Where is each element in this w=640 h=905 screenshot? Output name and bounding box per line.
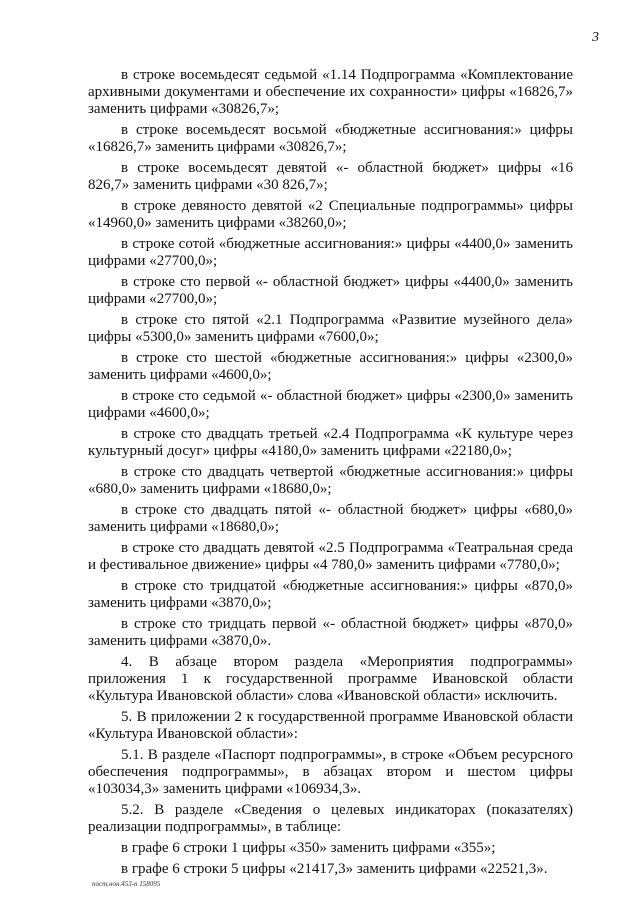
paragraph: в строке восемьдесят девятой «- областной бюджет» цифры «16 826,7» заменить цифрами «30 826,7»; <box>88 160 573 193</box>
paragraph: в строке сотой «бюджетные ассигнования:» цифры «4400,0» заменить цифрами «27700,0»; <box>88 236 573 269</box>
paragraph: в строке сто пятой «2.1 Подпрограмма «Развитие музейного дела» цифры «5300,0» заменить цифрами «7600,0»; <box>88 312 573 345</box>
paragraph: в графе 6 строки 5 цифры «21417,3» заменить цифрами «22521,3». <box>121 861 548 877</box>
page-number: 3 <box>592 30 599 45</box>
paragraph: 5.1. В разделе «Паспорт подпрограммы», в строке «Объем ресурсного обеспечения подпрограммы», в абзацах втором и шестом цифры «103034,3» заменить цифрами «106934,3». <box>88 747 573 797</box>
paragraph: в строке сто тридцатой «бюджетные ассигнования:» цифры «870,0» заменить цифрами «3870,0»; <box>88 578 573 611</box>
paragraph: в строке сто тридцать первой «- областной бюджет» цифры «870,0» заменить цифрами «3870,0». <box>88 616 573 649</box>
paragraph: 5.2. В разделе «Сведения о целевых индикаторах (показателях) реализации подпрограммы», в таблице: <box>88 802 573 835</box>
document-footer-code: пост.нон.453-п 158095 <box>92 880 161 888</box>
paragraph: в графе 6 строки 1 цифры «350» заменить цифрами «355»; <box>121 840 496 856</box>
paragraph: 5. В приложении 2 к государственной программе Ивановской области «Культура Ивановской области»: <box>88 709 573 742</box>
paragraph: в строке девяносто девятой «2 Специальные подпрограммы» цифры «14960,0» заменить цифрами «38260,0»; <box>88 198 573 231</box>
paragraph: в строке сто двадцать четвертой «бюджетные ассигнования:» цифры «680,0» заменить цифрами «18680,0»; <box>88 464 573 497</box>
paragraph: 4. В абзаце втором раздела «Мероприятия подпрограммы» приложения 1 к государственной программе Ивановской области «Культура Ивановской области» слова «Ивановской области» исключить. <box>88 654 573 704</box>
paragraph: в строке сто первой «- областной бюджет» цифры «4400,0» заменить цифрами «27700,0»; <box>88 274 573 307</box>
paragraph: в строке сто шестой «бюджетные ассигнования:» цифры «2300,0» заменить цифрами «4600,0»; <box>88 350 573 383</box>
paragraph: в строке сто седьмой «- областной бюджет» цифры «2300,0» заменить цифрами «4600,0»; <box>88 388 573 421</box>
paragraph: в строке сто двадцать третьей «2.4 Подпрограмма «К культуре через культурный досуг» цифры «4180,0» заменить цифрами «22180,0»; <box>88 426 573 459</box>
paragraph: в строке восемьдесят седьмой «1.14 Подпрограмма «Комплектование архивными документами и обеспечение их сохранности» цифры «16826,7» заменить цифрами «30826,7»; <box>88 67 573 117</box>
paragraph: в строке сто двадцать девятой «2.5 Подпрограмма «Театральная среда и фестивальное движение» цифры «4 780,0» заменить цифрами «7780,0»; <box>88 540 573 573</box>
document-body <box>88 67 573 882</box>
paragraph: в строке сто двадцать пятой «- областной бюджет» цифры «680,0» заменить цифрами «18680,0»; <box>88 502 573 535</box>
paragraph: в строке восемьдесят восьмой «бюджетные ассигнования:» цифры «16826,7» заменить цифрами «30826,7»; <box>88 122 573 155</box>
